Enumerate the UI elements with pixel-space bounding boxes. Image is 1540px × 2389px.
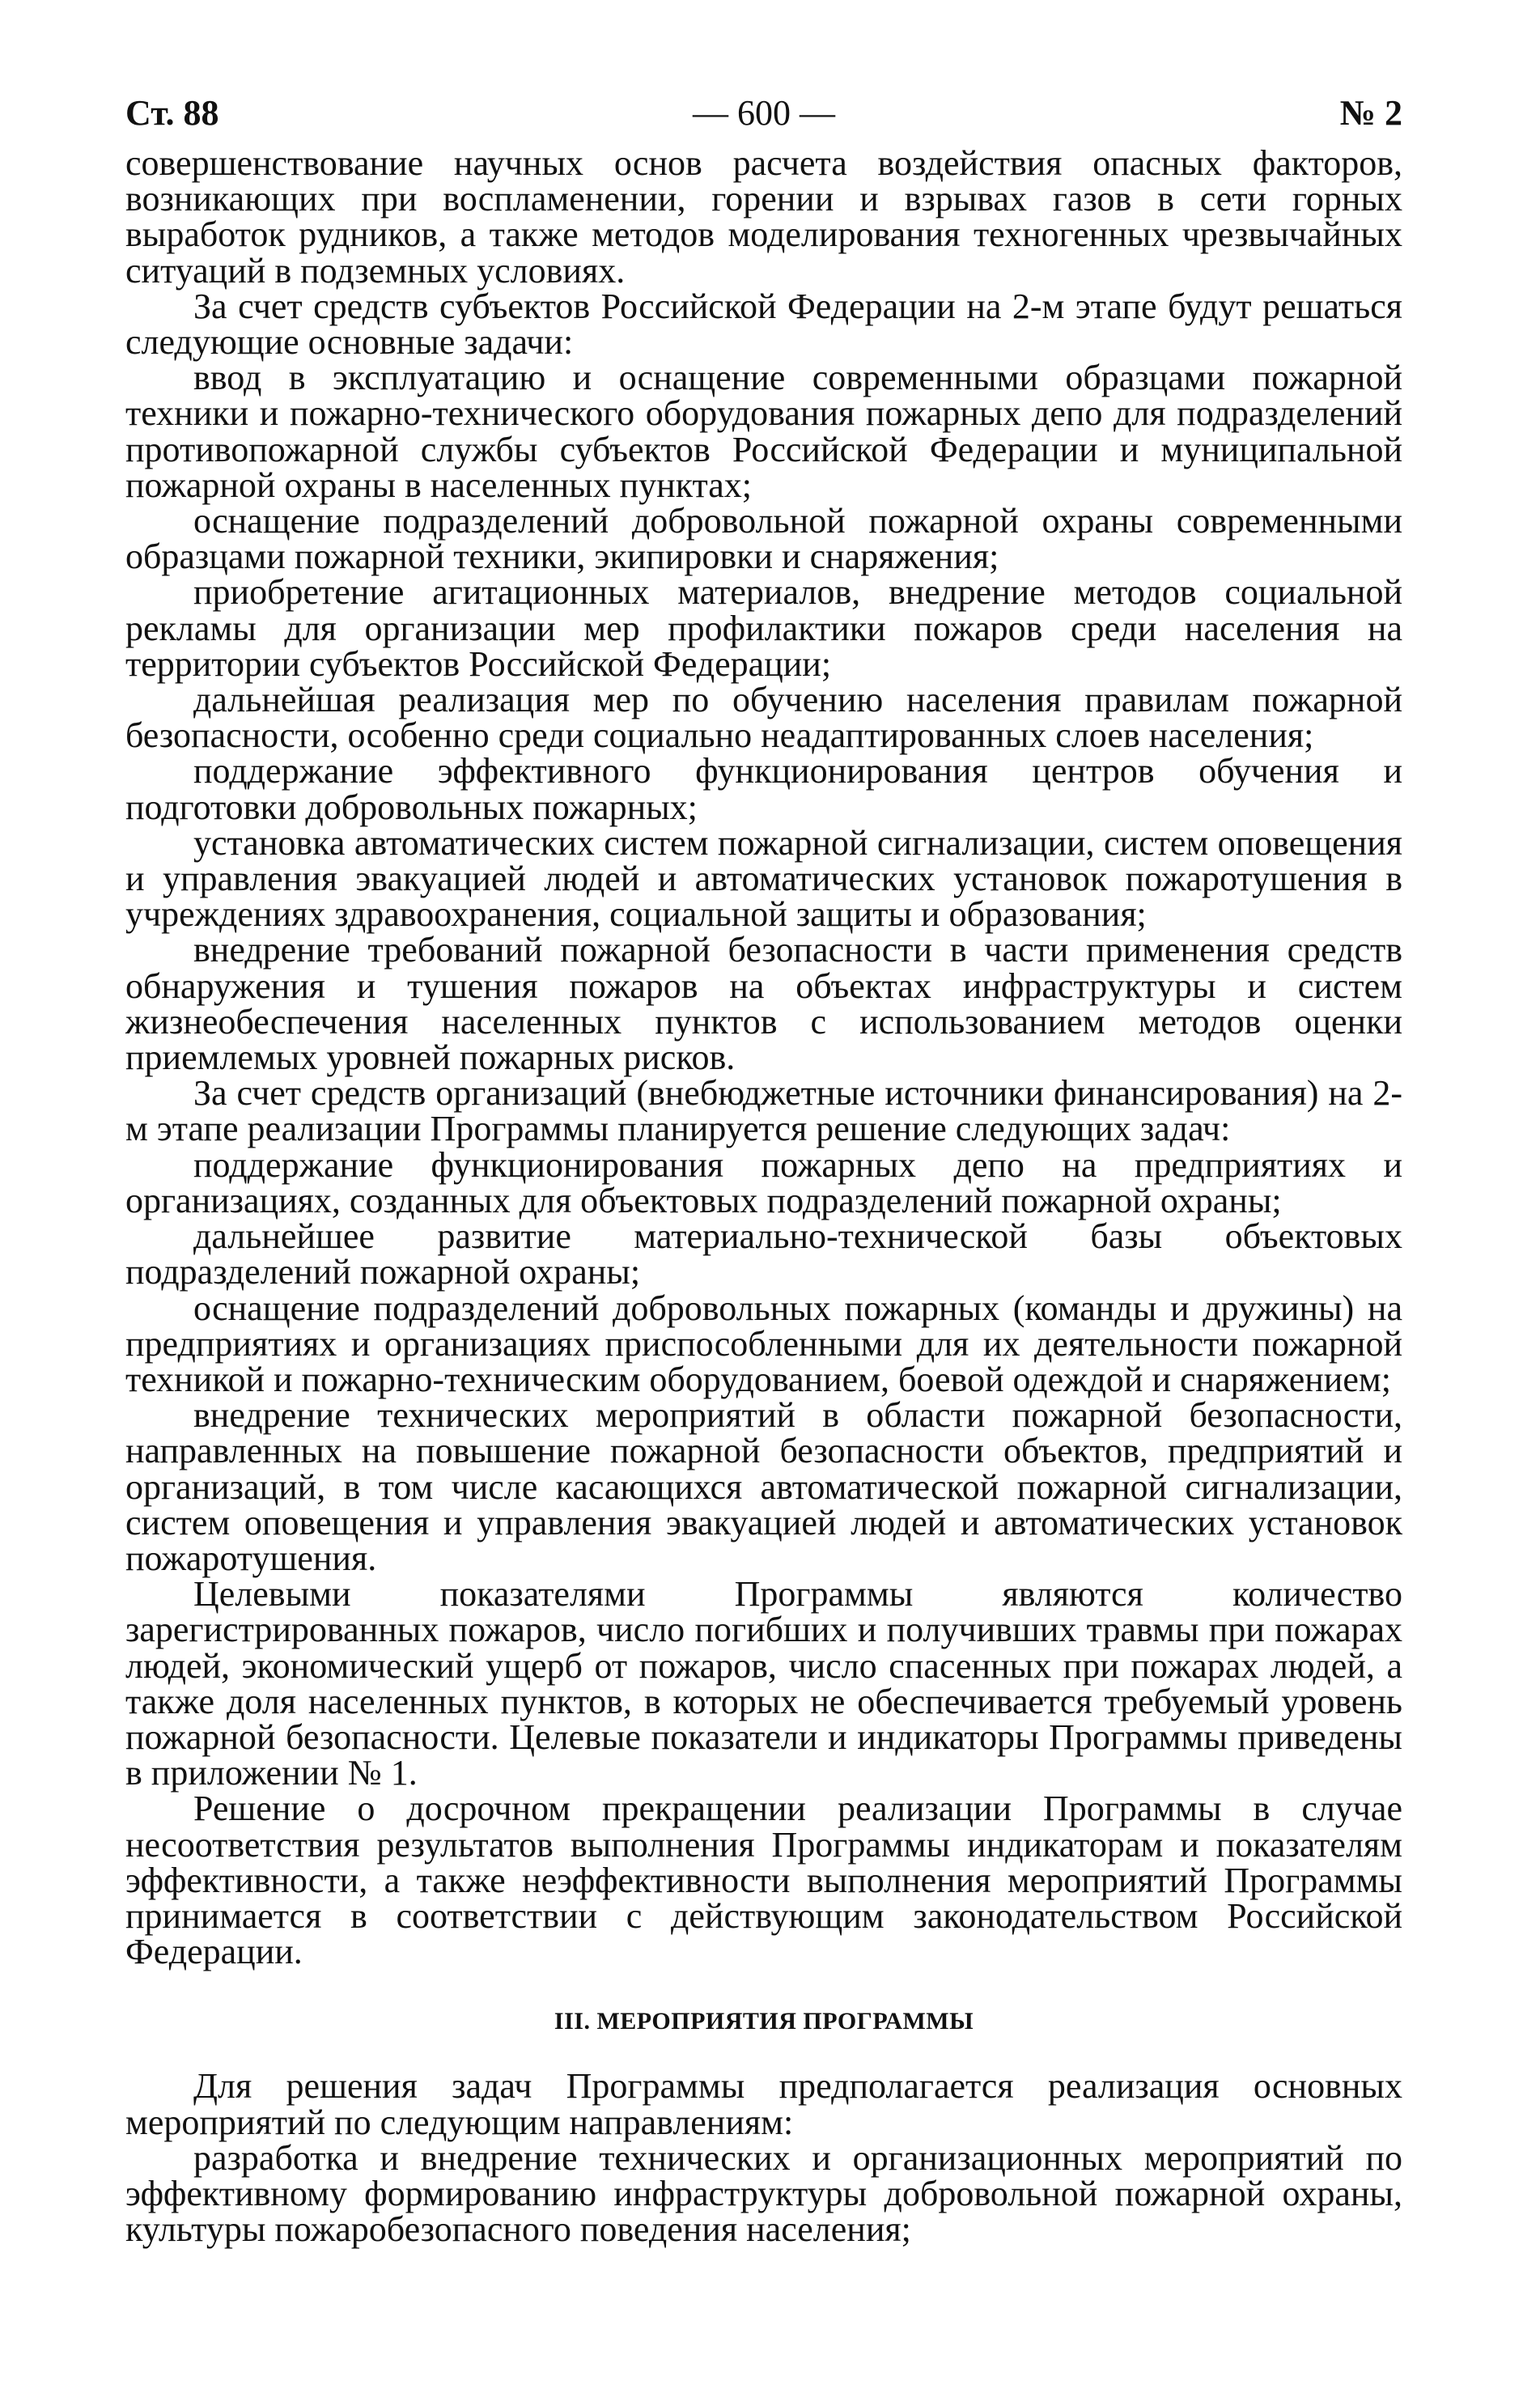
- paragraph: Для решения задач Программы предполагается реализация основных мероприятий по следующим направлениям:: [125, 2066, 1402, 2142]
- paragraph: внедрение требований пожарной безопасности в части применения средств обнаружения и тушения пожаров на объектах инфраструктуры и систем жизнеобеспечения населенных пунктов с использованием методов оценки приемлемых уровней пожарных рисков.: [125, 930, 1402, 1078]
- paragraph: установка автоматических систем пожарной сигнализации, систем оповещения и управления эвакуацией людей и автоматических установок пожаротушения в учреждениях здравоохранения, социальной защиты и образования;: [125, 822, 1402, 935]
- paragraph: приобретение агитационных материалов, внедрение методов социальной рекламы для организации мер профилактики пожаров среди населения на территории субъектов Российской Федерации;: [125, 572, 1402, 684]
- paragraph: ввод в эксплуатацию и оснащение современными образцами пожарной техники и пожарно-технического оборудования пожарных депо для подразделений противопожарной службы субъектов Российской Федерации и муниципальной пожарной охраны в населенных пунктах;: [125, 358, 1402, 505]
- paragraph: За счет средств субъектов Российской Федерации на 2-м этапе будут решаться следующие основные задачи:: [125, 286, 1402, 363]
- paragraph: Решение о досрочном прекращении реализации Программы в случае несоответствия результатов выполнения Программы индикаторам и показателям эффективности, а также неэффективности выполнения мероприятий Программы принимается в соответствии с действующим законодательством Российской Федерации.: [125, 1789, 1402, 1972]
- document-page: [125, 93, 1402, 2250]
- paragraph: дальнейшее развитие материально-технической базы объектовых подразделений пожарной охраны;: [125, 1216, 1402, 1292]
- paragraph: Целевыми показателями Программы являются количество зарегистрированных пожаров, число погибших и получивших травмы при пожарах людей, экономический ущерб от пожаров, число спасенных при пожарах людей, а также доля населенных пунктов, в которых не обеспечивается требуемый уровень пожарной безопасности. Целевые показатели и индикаторы Программы приведены в приложении № 1.: [125, 1574, 1402, 1793]
- paragraph: За счет средств организаций (внебюджетные источники финансирования) на 2-м этапе реализации Программы планируется решение следующих задач:: [125, 1073, 1402, 1149]
- paragraph: дальнейшая реализация мер по обучению населения правилам пожарной безопасности, особенно среди социально неадаптированных слоев населения;: [125, 680, 1402, 756]
- section-heading: III. МЕРОПРИЯТИЯ ПРОГРАММЫ: [554, 2008, 974, 2035]
- article-number: Ст. 88: [125, 93, 219, 133]
- page-header: [125, 95, 1402, 146]
- body-after-heading: [125, 2066, 1402, 2250]
- body-before-heading: [125, 143, 1402, 1972]
- paragraph: оснащение подразделений добровольных пожарных (команды и дружины) на предприятиях и организациях приспособленными для их деятельности пожарной техникой и пожарно-техническим оборудованием, боевой одеждой и снаряжением;: [125, 1288, 1402, 1399]
- paragraph: поддержание функционирования пожарных депо на предприятиях и организациях, созданных для объектовых подразделений пожарной охраны;: [125, 1144, 1402, 1220]
- paragraph: совершенствование научных основ расчета воздействия опасных факторов, возникающих при воспламенении, горении и взрывах газов в сети горных выработок рудников, а также методов моделирования техногенных чрезвычайных ситуаций в подземных условиях.: [125, 143, 1402, 291]
- paragraph: оснащение подразделений добровольной пожарной охраны современными образцами пожарной техники, экипировки и снаряжения;: [125, 501, 1402, 577]
- issue-number: № 2: [1339, 93, 1402, 133]
- paragraph: поддержание эффективного функционирования центров обучения и подготовки добровольных пожарных;: [125, 751, 1402, 827]
- page-number: — 600 —: [693, 93, 835, 133]
- paragraph: внедрение технических мероприятий в области пожарной безопасности, направленных на повышение пожарной безопасности объектов, предприятий и организаций, в том числе касающихся автоматической пожарной сигнализации, систем оповещения и управления эвакуацией людей и автоматических установок пожаротушения.: [125, 1395, 1402, 1578]
- paragraph: разработка и внедрение технических и организационных мероприятий по эффективному формированию инфраструктуры добровольной пожарной охраны, культуры пожаробезопасного поведения населения;: [125, 2137, 1402, 2250]
